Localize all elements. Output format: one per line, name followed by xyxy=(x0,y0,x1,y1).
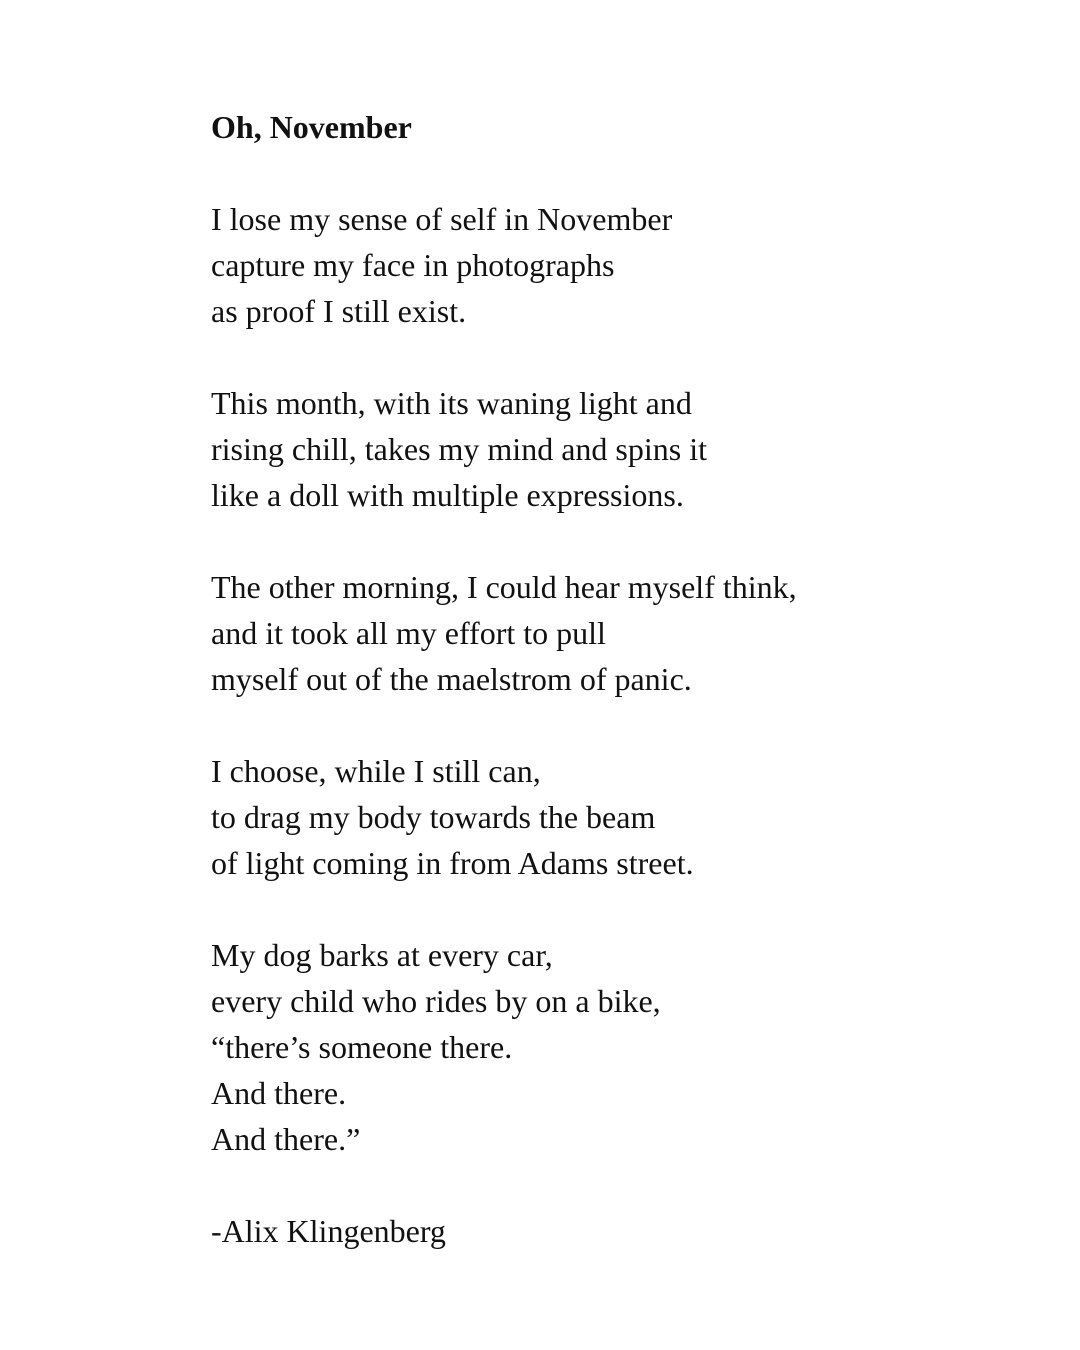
poem-line: This month, with its waning light and xyxy=(211,385,692,421)
poem-author: -Alix Klingenberg xyxy=(211,1213,446,1249)
poem-line: capture my face in photographs xyxy=(211,247,615,283)
poem-line: every child who rides by on a bike, xyxy=(211,983,661,1019)
stanza-2 xyxy=(211,380,1011,518)
poem-line: And there.” xyxy=(211,1121,361,1157)
stanza-3 xyxy=(211,564,1011,702)
poem-line: to drag my body towards the beam xyxy=(211,799,656,835)
poem-line: The other morning, I could hear myself think, xyxy=(211,569,797,605)
poem-line: “there’s someone there. xyxy=(211,1029,513,1065)
poem-line: rising chill, takes my mind and spins it xyxy=(211,431,707,467)
poem-line: I choose, while I still can, xyxy=(211,753,541,789)
poem-line: myself out of the maelstrom of panic. xyxy=(211,661,692,697)
stanza-5 xyxy=(211,932,1011,1162)
poem-line: of light coming in from Adams street. xyxy=(211,845,694,881)
stanza-1 xyxy=(211,196,1011,334)
poem-line: I lose my sense of self in November xyxy=(211,201,673,237)
poem-page xyxy=(211,104,1011,1254)
poem-line: like a doll with multiple expressions. xyxy=(211,477,684,513)
poem-line: and it took all my effort to pull xyxy=(211,615,606,651)
poem-title: Oh, November xyxy=(211,109,412,145)
poem-line: as proof I still exist. xyxy=(211,293,467,329)
stanza-4 xyxy=(211,748,1011,886)
poem-line: And there. xyxy=(211,1075,347,1111)
poem-line: My dog barks at every car, xyxy=(211,937,553,973)
